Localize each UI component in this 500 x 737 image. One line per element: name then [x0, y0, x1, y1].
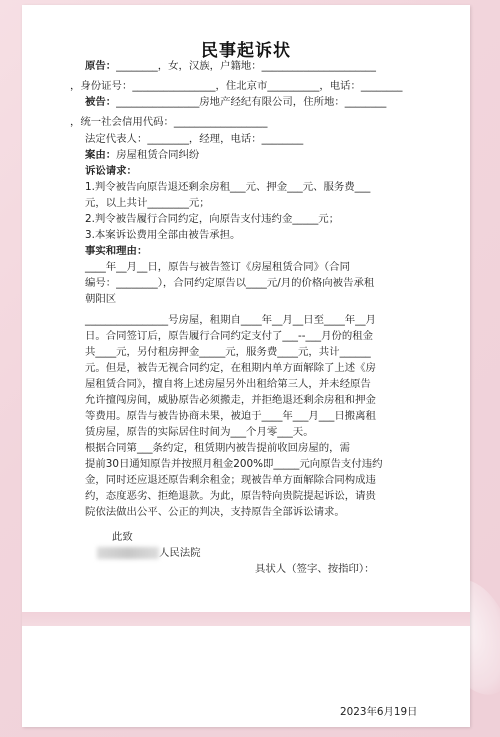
document-line [85, 457, 470, 472]
document-line [85, 260, 470, 275]
document-line [340, 705, 470, 720]
document-line [85, 377, 470, 392]
document-line [85, 148, 470, 163]
section-label: 事实和理由： [85, 245, 148, 257]
document-line [85, 180, 470, 195]
line-text: ____年__月__日，原告与被告签订《房屋租赁合同》（合同 [85, 261, 350, 273]
document-line [85, 292, 470, 307]
document-line [85, 276, 470, 291]
document-line [85, 313, 470, 328]
document-line [70, 115, 470, 130]
page-break [22, 612, 470, 626]
line-text: 日。合同签订后，原告履行合同约定支付了___--___月份的租金 [85, 330, 374, 342]
document-line [85, 393, 470, 408]
line-text: 赁房屋，原告的实际居住时间为___个月零___天。 [85, 426, 314, 438]
line-text: 提前30日通知原告并按照月租金200%即_____元向原告支付违约 [85, 458, 383, 470]
document-line [70, 79, 470, 94]
line-text: ，身份证号：________________，住北京市__________，电话：________ [70, 80, 403, 92]
section-label: 原告： [85, 60, 117, 72]
document-line [85, 345, 470, 360]
page-title: 民事起诉状 [201, 41, 291, 61]
line-text: 元，以上共计________元； [85, 197, 210, 209]
line-text: 此致 [112, 531, 133, 543]
document-line [85, 132, 470, 147]
document-line [85, 409, 470, 424]
document-line [85, 441, 470, 456]
redacted-court-name [97, 547, 159, 559]
document-line [85, 228, 470, 243]
line-text: 等费用。原告与被告协商未果，被迫于____年___月___日搬离租 [85, 410, 376, 422]
line-text: 院依法做出公平、公正的判决，支持原告全部诉讼请求。 [85, 506, 345, 518]
line-text: 1.判令被告向原告退还剩余房租___元、押金___元、服务费___ [85, 181, 371, 193]
line-text: 编号：________），合同约定原告以____元/月的价格向被告承租 [85, 277, 375, 289]
line-text: 具状人（签字、按指印）： [255, 563, 375, 575]
line-text: 允许擅闯房间，威胁原告必须搬走，并拒绝退还剩余房租和押金 [85, 394, 376, 406]
line-text: 根据合同第___条约定，租赁期内被告提前收回房屋的，需 [85, 442, 350, 454]
document-line [85, 489, 470, 504]
line-text: ，统一社会信用代码：__________________ [70, 116, 268, 128]
document-line [85, 361, 470, 376]
line-text: ________________号房屋，租期自____年__月__日至____年__月 [85, 314, 376, 326]
document-line [85, 196, 470, 211]
line-text: 金，同时还应退还原告剩余租金；现被告单方面解除合同构成违 [85, 474, 376, 486]
line-text: ________________房地产经纪有限公司，住所地：________ [116, 96, 387, 108]
document-line [255, 562, 470, 577]
document-line [85, 244, 470, 259]
line-text: 人民法院 [159, 547, 201, 559]
line-text: 2.判令被告履行合同约定，向原告支付违约金_____元； [85, 213, 340, 225]
document-line [85, 505, 470, 520]
document-line [85, 473, 470, 488]
document-line [85, 212, 470, 227]
document-line [85, 59, 470, 74]
document-line [97, 546, 470, 561]
line-text: 约，态度恶劣、拒绝退款。为此，原告特向贵院提起诉讼，请贵 [85, 490, 376, 502]
document-line [85, 164, 470, 179]
line-text: 房屋租赁合同纠纷 [116, 149, 200, 161]
line-text: 朝阳区 [85, 293, 117, 305]
line-text: 法定代表人：________，经理，电话：________ [85, 133, 304, 145]
document-line [85, 329, 470, 344]
section-label: 案由： [85, 149, 117, 161]
line-text: 元。但是，被告无视合同约定，在租期内单方面解除了上述《房 [85, 362, 376, 374]
document-line [85, 95, 470, 110]
line-text: 屋租赁合同》，擅自将上述房屋另外出租给第三人，并未经原告 [85, 378, 371, 390]
line-text: 3.本案诉讼费用全部由被告承担。 [85, 229, 241, 241]
line-text: 2023年6月19日 [340, 706, 418, 718]
document-line [112, 530, 470, 545]
document-line [85, 425, 470, 440]
line-text: 共____元，另付租房押金_____元，服务费____元，共计______ [85, 346, 371, 358]
line-text: ________，女，汉族，户籍地：______________________ [116, 60, 376, 72]
section-label: 诉讼请求： [85, 165, 137, 177]
section-label: 被告： [85, 96, 117, 108]
